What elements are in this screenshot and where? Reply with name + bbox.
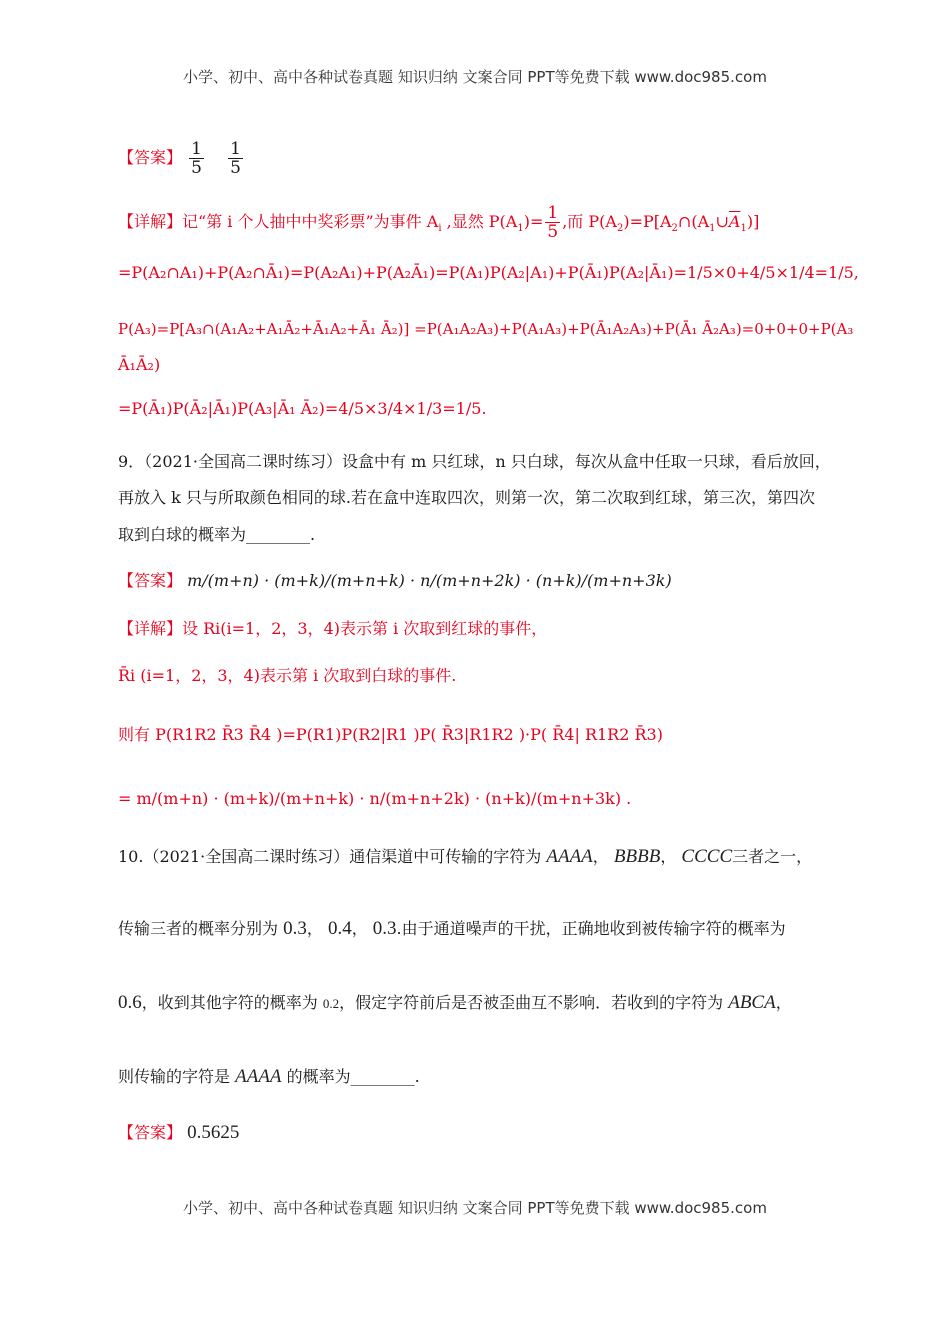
page-header: 小学、初中、高中各种试卷真题 知识归纳 文案合同 PPT等免费下载 www.doc985.com — [183, 68, 767, 86]
question-9-line-3: 取到白球的概率为________. — [118, 525, 316, 544]
answer-fraction-1: $\frac{1}{5}$ — [191, 139, 202, 178]
detail-9-line-1: 【详解】设 Ri(i=1，2，3，4)表示第 i 次取到红球的事件， — [118, 619, 548, 638]
detail-9-line-3: 则有 P(R1R2 R̄3 R̄4 )=P(R1)P(R2|R1 )P( R̄3|R1R2 )·P( R̄4| R1R2 R̄3) — [118, 725, 663, 744]
detail-8-line-4: Ā₁Ā₂) — [118, 355, 161, 374]
question-9-line-2: 再放入 k 只与所取颜色相同的球.若在盒中连取四次，则第一次，第二次取到红球，第三次，第四次 — [118, 488, 815, 507]
answer-label: 【答案】 — [118, 148, 183, 167]
detail-9-line-4: = m/(m+n) · (m+k)/(m+n+k) · n/(m+n+2k) · (n+k)/(m+n+3k) . — [118, 789, 632, 808]
detail-9-line-2: R̄i (i=1，2，3，4)表示第 i 次取到白球的事件. — [118, 666, 457, 685]
answer-9 — [118, 570, 672, 592]
answer-9-expression: m/(m+n) · (m+k)/(m+n+k) · n/(m+n+2k) · (n+k)/(m+n+3k) — [187, 571, 672, 590]
question-10-line-1: 10.（2021·全国高二课时练习）通信渠道中可传输的字符为 AAAA， BBBB， CCCC三者之一， — [118, 846, 813, 867]
page-footer: 小学、初中、高中各种试卷真题 知识归纳 文案合同 PPT等免费下载 www.doc985.com — [183, 1199, 767, 1217]
answer-label: 【答案】 — [118, 1123, 183, 1142]
answer-10-value: 0.5625 — [187, 1122, 240, 1143]
question-9-line-1: 9．（2021·全国高二课时练习）设盒中有 m 只红球，n 只白球，每次从盒中任取一只球，看后放回， — [118, 452, 831, 471]
detail-8-line-3: P(A₃)=P[A₃∩(A₁A₂+A₁Ā₂+Ā₁A₂+Ā₁ Ā₂)] =P(A₁A₂A₃)+P(A₁A₃)+P(Ā₁A₂A₃)+P(Ā₁ Ā₂A₃)=0+0+0+P(A₃ — [118, 320, 854, 338]
question-10-line-4: 则传输的字符是 AAAA 的概率为________. — [118, 1066, 420, 1087]
question-10-line-3: 0.6，收到其他字符的概率为 0.2，假定字符前后是否被歪曲互不影响．若收到的字符为 ABCA， — [118, 992, 792, 1013]
answer-label: 【答案】 — [118, 571, 183, 590]
answer-8 — [118, 140, 245, 177]
detail-8-line-2 — [118, 262, 859, 284]
question-10-line-2: 传输三者的概率分别为 0.3， 0.4， 0.3.由于通道噪声的干扰，正确地收到被传输字符的概率为 — [118, 918, 786, 939]
detail-label: 【详解】 — [118, 212, 183, 231]
detail-8-line-5: =P(Ā₁)P(Ā₂|Ā₁)P(A₃|Ā₁ Ā₂)=4/5×3/4×1/3=1/5. — [118, 399, 487, 418]
answer-fraction-2: $\frac{1}{5}$ — [230, 139, 241, 178]
detail-8-line-2-text: =P(A₂∩A₁)+P(A₂∩Ā₁)=P(A₂A₁)+P(A₂Ā₁)=P(A₁)P(A₂|A₁)+P(Ā₁)P(A₂|Ā₁)=1/5×0+4/5×1/4=1/5, — [118, 263, 859, 282]
detail-8-line-1: 【详解】记“第 i 个人抽中中奖彩票”为事件 $A_i$ ,显然 $P(A_1)=$ $\frac{1}{5}$ ,而 $P(A_2)=P[A_2\cap(A_1\cup\overline{A}_1)]$ — [118, 203, 760, 242]
answer-10 — [118, 1122, 239, 1144]
